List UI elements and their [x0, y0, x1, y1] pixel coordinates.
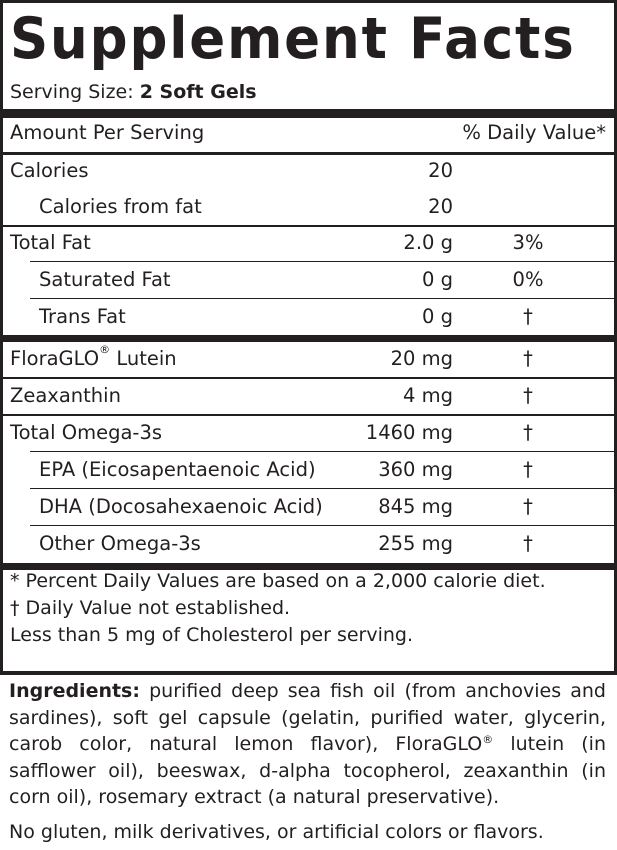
nutrient-amount: 20: [428, 159, 453, 182]
nutrient-daily-value: †: [523, 495, 533, 518]
serving-size-label: Serving Size:: [10, 81, 134, 103]
nutrient-amount: 360 mg: [378, 458, 453, 481]
footnote-daily-value: * Percent Daily Values are based on a 2,000 calorie diet.: [10, 570, 546, 592]
nutrient-name: EPA (Eicosapentaenoic Acid): [39, 458, 316, 481]
serving-size: [10, 78, 257, 106]
serving-size-value: 2 Soft Gels: [139, 81, 257, 103]
nutrient-amount: 2.0 g: [403, 231, 453, 254]
nutrient-amount: 4 mg: [403, 384, 453, 407]
nutrient-daily-value: †: [523, 458, 533, 481]
nutrient-name: FloraGLO® Lutein: [10, 343, 177, 370]
nutrient-amount: 20: [428, 195, 453, 218]
nutrient-name: Calories from fat: [39, 195, 202, 218]
nutrient-row: [3, 153, 614, 189]
ingredients-text: purified deep sea fish oil (from anchovies and sardines), soft gel capsule (gelatin, purified water, glycerin, carob color, natural lemon flavor), FloraGLO: [9, 680, 606, 755]
nutrient-row: [3, 378, 614, 414]
nutrient-row: [3, 225, 614, 261]
nutrient-daily-value: †: [523, 421, 533, 444]
nutrient-amount: 255 mg: [378, 532, 453, 555]
ingredients-statement: [9, 678, 606, 811]
allergen-note: No gluten, milk derivatives, or artificial colors or flavors.: [9, 821, 544, 843]
nutrient-daily-value: 0%: [512, 268, 544, 291]
nutrient-amount: 0 g: [422, 305, 453, 328]
nutrient-amount: 20 mg: [390, 347, 453, 370]
nutrient-name: Total Omega-3s: [10, 421, 163, 444]
nutrient-row: [3, 189, 614, 225]
nutrient-name: Calories: [10, 159, 89, 182]
nutrient-name: Saturated Fat: [39, 268, 171, 291]
nutrient-row: [3, 262, 614, 298]
nutrient-amount: 0 g: [422, 268, 453, 291]
ingredients-label: Ingredients:: [9, 680, 140, 702]
nutrient-name: Total Fat: [10, 231, 91, 254]
nutrient-daily-value: †: [523, 305, 533, 328]
nutrient-name: DHA (Docosahexaenoic Acid): [39, 495, 323, 518]
nutrient-daily-value: †: [523, 384, 533, 407]
nutrient-row: [3, 415, 614, 451]
nutrient-name: Zeaxanthin: [10, 384, 121, 407]
nutrient-daily-value: 3%: [512, 231, 544, 254]
registered-mark: ®: [482, 733, 494, 746]
nutrient-row: [3, 341, 614, 377]
nutrient-name: Trans Fat: [39, 305, 126, 328]
header-row: [3, 115, 614, 151]
panel-title: Supplement Facts: [10, 6, 576, 72]
nutrient-amount: 845 mg: [378, 495, 453, 518]
nutrient-row: [3, 452, 614, 488]
nutrient-row: [3, 489, 614, 525]
footnotes: [10, 568, 606, 649]
nutrient-daily-value: †: [523, 532, 533, 555]
nutrient-row: [3, 299, 614, 335]
amount-per-serving-label: Amount Per Serving: [10, 121, 205, 144]
daily-value-label: % Daily Value*: [462, 121, 606, 144]
nutrient-name: Other Omega-3s: [39, 532, 201, 555]
nutrient-daily-value: †: [523, 347, 533, 370]
footnote-not-established: † Daily Value not established.: [10, 597, 291, 619]
nutrient-amount: 1460 mg: [365, 421, 453, 444]
ingredients-text-continued: lutein (in safflower oil), beeswax, d-alpha tocopherol, zeaxanthin (in corn oil), rosemary extract (a natural preservative).: [9, 733, 606, 808]
footnote-cholesterol: Less than 5 mg of Cholesterol per serving.: [10, 624, 414, 646]
nutrient-row: [3, 526, 614, 562]
